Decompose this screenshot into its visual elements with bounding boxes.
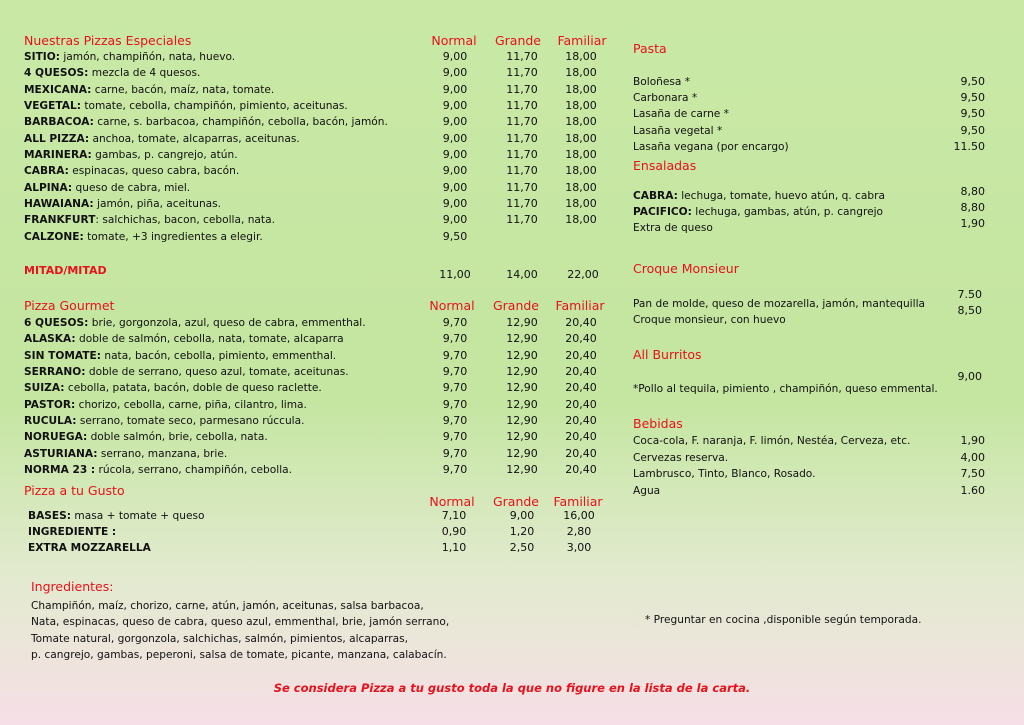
menu-row [633, 106, 985, 122]
menu-item-desc: gambas, p. cangrejo, atún. [91, 149, 238, 162]
menu-item-name: ALL PIZZA: [24, 132, 90, 145]
price-normal: 9,70 [442, 381, 468, 395]
price-grande: 2,50 [509, 541, 535, 555]
menu-item-price: 1.60 [960, 483, 985, 497]
menu-item-text [24, 114, 388, 130]
menu-row [633, 217, 985, 236]
menu-item-text [24, 413, 304, 429]
price-grande: 1,20 [509, 525, 535, 539]
menu-row [24, 212, 624, 228]
menu-item-desc: masa + tomate + queso [71, 510, 205, 522]
price-normal: 1,10 [441, 541, 467, 555]
menu-item-text [24, 229, 263, 245]
menu-item-text [633, 74, 690, 90]
menu-item-text [633, 90, 697, 106]
price-normal: 9,00 [442, 164, 468, 178]
menu-item-text [24, 98, 348, 114]
menu-row [28, 508, 628, 524]
menu-item-name: EXTRA MOZZARELLA [28, 542, 151, 555]
ensaladas-list [633, 185, 985, 237]
price-normal: 9,00 [442, 197, 468, 211]
menu-item-name: SITIO: [24, 51, 60, 63]
menu-item-price: 11.50 [953, 139, 985, 153]
menu-item-text [633, 106, 729, 122]
footer-note: Se considera Pizza a tu gusto toda la que no figure en la lista de la carta. [273, 681, 751, 695]
price-grande: 12,90 [506, 381, 538, 395]
menu-item-name: 4 QUESOS: [24, 67, 89, 80]
croque-price-2: 8,50 [957, 304, 982, 317]
price-familiar: 20,40 [565, 414, 597, 428]
menu-item-text [24, 331, 344, 347]
price-grande: 11,70 [506, 50, 538, 63]
price-normal: 9,70 [442, 365, 468, 379]
menu-item-desc: lechuga, tomate, huevo atún, q. cabra [677, 190, 885, 202]
price-normal: 0,90 [441, 525, 467, 539]
price-grande: 12,90 [506, 332, 538, 346]
gourmet-col-normal: Normal [429, 298, 475, 313]
menu-item-name: Lambrusco, Tinto, Blanco, Rosado. [633, 468, 816, 481]
price-grande: 12,90 [506, 348, 538, 362]
price-familiar: 18,00 [565, 180, 597, 194]
gourmet-list [24, 315, 624, 478]
menu-row [24, 163, 624, 179]
menu-item-name: Carbonara * [633, 92, 698, 105]
price-normal: 9,70 [442, 316, 468, 329]
menu-row [633, 90, 985, 106]
menu-item-name: Coca-cola, F. naranja, F. limón, Nestéa, Cerveza, etc. [633, 435, 911, 447]
price-familiar: 3,00 [566, 541, 592, 555]
ingredientes-title: Ingredientes: [31, 579, 114, 594]
pasta-title: Pasta [633, 41, 667, 56]
price-familiar: 18,00 [565, 66, 597, 80]
menu-item-desc: cebolla, patata, bacón, doble de queso raclette. [64, 382, 322, 395]
menu-row [24, 446, 624, 462]
menu-item-name: Cervezas reserva. [633, 451, 729, 464]
menu-item-price: 8,80 [960, 201, 985, 215]
menu-row [633, 74, 985, 90]
menu-item-text [633, 204, 883, 220]
menu-item-desc: anchoa, tomate, alcaparras, aceitunas. [89, 132, 300, 145]
menu-item-text [24, 49, 235, 65]
menu-item-text [633, 188, 885, 204]
menu-item-price: 9,50 [960, 123, 985, 137]
menu-item-desc: jamón, champiñón, nata, huevo. [59, 51, 236, 63]
menu-row [633, 483, 985, 500]
price-familiar: 18,00 [565, 164, 597, 178]
menu-item-name: HAWAIANA: [24, 198, 94, 211]
price-familiar: 18,00 [565, 82, 597, 96]
menu-row [633, 450, 985, 467]
price-grande: 12,90 [506, 446, 538, 460]
price-familiar: 18,00 [565, 148, 597, 162]
menu-item-text [633, 466, 815, 483]
menu-row [633, 433, 985, 450]
menu-item-name: ASTURIANA: [24, 447, 98, 460]
price-normal: 9,00 [442, 213, 468, 227]
ensaladas-title: Ensaladas [633, 158, 697, 173]
price-familiar: 20,40 [565, 332, 597, 346]
price-grande: 9,00 [509, 509, 535, 522]
ingredientes-line: Champiñón, maíz, chorizo, carne, atún, jamón, aceitunas, salsa barbacoa, [31, 600, 424, 612]
menu-item-desc: Extra de queso [633, 222, 713, 235]
menu-item-price: 4,00 [960, 450, 985, 464]
price-familiar: 2,80 [566, 525, 592, 539]
price-familiar: 20,40 [565, 381, 597, 395]
menu-item-desc: doble salmón, brie, cebolla, nata. [87, 431, 268, 444]
price-grande: 12,90 [506, 414, 538, 428]
croque-price-1: 7.50 [957, 288, 982, 301]
menu-item-text [24, 364, 349, 380]
menu-row [633, 185, 985, 204]
menu-row [24, 196, 624, 212]
menu-row [24, 315, 624, 331]
menu-item-price: 8,80 [960, 185, 985, 198]
menu-item-desc: carne, bacón, maíz, nata, tomate. [91, 83, 275, 96]
price-grande: 11,70 [506, 197, 538, 211]
menu-item-name: VEGETAL: [24, 100, 81, 113]
menu-item-desc: tomate, +3 ingredientes a elegir. [83, 230, 263, 243]
menu-item-desc: carne, s. barbacoa, champiñón, cebolla, bacón, jamón. [93, 116, 388, 129]
menu-item-desc: tomate, cebolla, champiñón, pimiento, aceitunas. [80, 100, 348, 113]
price-normal: 9,00 [442, 66, 468, 80]
price-normal: 9,50 [442, 229, 468, 243]
croque-item: Croque monsieur, con huevo [633, 314, 786, 326]
menu-item-desc: brie, gorgonzola, azul, queso de cabra, emmenthal. [88, 317, 366, 329]
menu-item-name: MEXICANA: [24, 83, 92, 96]
menu-item-text [24, 348, 336, 364]
menu-item-price: 1,90 [960, 434, 985, 447]
menu-item-desc: serrano, tomate seco, parmesano rúccula. [76, 415, 305, 428]
menu-item-name: PACIFICO: [633, 206, 692, 219]
menu-item-text [24, 315, 366, 331]
menu-row [24, 331, 624, 347]
price-normal: 9,00 [442, 99, 468, 113]
price-grande: 11,70 [506, 131, 538, 145]
ingredientes-line: p. cangrejo, gambas, peperoni, salsa de tomate, picante, manzana, calabacín. [31, 648, 447, 661]
menu-item-text [633, 450, 728, 467]
menu-row [24, 180, 624, 196]
price-grande: 12,90 [506, 397, 538, 411]
menu-item-name: CABRA: [633, 190, 678, 202]
gourmet-title: Pizza Gourmet [24, 298, 115, 313]
menu-item-text [633, 220, 713, 236]
menu-item-desc: doble de serrano, queso azul, tomate, aceitunas. [85, 366, 349, 379]
menu-item-text [28, 524, 116, 540]
bebidas-list [633, 433, 985, 499]
menu-item-name: CABRA: [24, 165, 69, 178]
menu-item-desc: queso de cabra, miel. [72, 181, 191, 194]
price-familiar: 18,00 [565, 197, 597, 211]
especiales-list [24, 49, 624, 245]
menu-row [24, 229, 624, 245]
menu-row [24, 82, 624, 98]
menu-item-text [24, 82, 274, 98]
menu-item-name: Boloñesa * [633, 76, 691, 88]
menu-row [24, 131, 624, 147]
menu-item-name: RUCULA: [24, 415, 77, 428]
menu-item-text [28, 508, 205, 524]
menu-item-desc: espinacas, queso cabra, bacón. [68, 165, 240, 178]
burritos-price: 9,00 [957, 370, 982, 383]
menu-row [24, 380, 624, 396]
bebidas-title: Bebidas [633, 416, 683, 431]
mitad-normal: 11,00 [439, 268, 471, 281]
menu-item-text [24, 163, 239, 179]
menu-item-name: CALZONE: [24, 230, 84, 243]
menu-row [24, 397, 624, 413]
pasta-list [633, 74, 985, 155]
price-familiar: 20,40 [565, 463, 597, 477]
menu-item-text [633, 123, 722, 139]
menu-item-name: BARBACOA: [24, 116, 94, 129]
price-familiar: 20,40 [565, 397, 597, 411]
menu-item-name: Lasaña vegana (por encargo) [633, 140, 789, 153]
price-familiar: 18,00 [565, 50, 597, 63]
menu-item-name: INGREDIENTE : [28, 526, 117, 539]
ingredientes-line: Tomate natural, gorgonzola, salchichas, salmón, pimientos, alcaparras, [31, 632, 408, 645]
menu-item-name: ALASKA: [24, 333, 76, 346]
mitad-label: MITAD/MITAD [24, 264, 107, 277]
especiales-col-grande: Grande [494, 33, 542, 48]
menu-item-text [24, 446, 227, 462]
menu-item-text [633, 433, 910, 450]
especiales-col-normal: Normal [431, 33, 477, 48]
menu-row [24, 429, 624, 445]
price-grande: 11,70 [506, 213, 538, 227]
price-normal: 9,00 [442, 148, 468, 162]
gourmet-col-grande: Grande [492, 298, 540, 313]
menu-item-name: Lasaña vegetal * [633, 124, 723, 137]
ingredientes-line: Nata, espinacas, queso de cabra, queso azul, emmenthal, brie, jamón serrano, [31, 616, 450, 629]
burritos-title: All Burritos [633, 347, 702, 362]
price-normal: 7,10 [441, 509, 467, 522]
menu-row [24, 462, 624, 478]
menu-item-name: FRANKFURT [24, 214, 96, 227]
menu-row [633, 201, 985, 220]
menu-item-text [24, 462, 292, 478]
price-familiar: 16,00 [563, 509, 595, 522]
menu-row [24, 65, 624, 81]
menu-item-name: SIN TOMATE: [24, 349, 101, 362]
especiales-col-familiar: Familiar [557, 33, 607, 48]
gourmet-col-familiar: Familiar [555, 298, 605, 313]
menu-item-name: NORUEGA: [24, 431, 88, 444]
price-normal: 9,00 [442, 115, 468, 129]
menu-item-text [28, 540, 151, 556]
price-grande: 11,70 [506, 115, 538, 129]
price-normal: 9,70 [442, 348, 468, 362]
price-familiar: 20,40 [565, 446, 597, 460]
menu-item-price: 1,90 [960, 217, 985, 231]
gusto-list [28, 508, 628, 557]
burritos-desc: *Pollo al tequila, pimiento , champiñón, queso emmental. [633, 383, 938, 395]
menu-item-text [24, 147, 238, 163]
croque-item: Pan de molde, queso de mozarella, jamón, mantequilla [633, 298, 926, 310]
menu-row [633, 123, 985, 139]
especiales-title: Nuestras Pizzas Especiales [24, 33, 192, 48]
mitad-grande: 14,00 [506, 268, 538, 281]
menu-item-desc: : salchichas, bacon, cebolla, nata. [95, 214, 275, 227]
menu-item-name: PASTOR: [24, 398, 76, 411]
menu-item-text [24, 429, 268, 445]
gusto-col-familiar: Familiar [553, 494, 603, 509]
price-grande: 11,70 [506, 82, 538, 96]
gusto-title: Pizza a tu Gusto [24, 483, 125, 498]
menu-row [633, 139, 985, 155]
menu-row [633, 466, 985, 483]
menu-row [24, 49, 624, 65]
gusto-col-normal: Normal [429, 494, 475, 509]
price-normal: 9,70 [442, 446, 468, 460]
menu-row [24, 114, 624, 130]
nota-temporada: * Preguntar en cocina ,disponible según temporada. [645, 614, 922, 626]
menu-row [28, 524, 628, 540]
menu-item-desc: nata, bacón, cebolla, pimiento, emmenthal. [100, 349, 337, 362]
gusto-col-grande: Grande [492, 494, 540, 509]
menu-item-price: 9,50 [960, 91, 985, 105]
price-familiar: 20,40 [565, 348, 597, 362]
menu-item-desc: mezcla de 4 quesos. [88, 67, 201, 80]
price-normal: 9,00 [442, 180, 468, 194]
price-grande: 12,90 [506, 463, 538, 477]
mitad-familiar: 22,00 [567, 268, 599, 281]
menu-item-name: SUIZA: [24, 382, 65, 395]
price-familiar: 20,40 [565, 430, 597, 444]
menu-row [24, 98, 624, 114]
menu-item-desc: serrano, manzana, brie. [97, 447, 228, 460]
menu-item-desc: lechuga, gambas, atún, p. cangrejo [691, 206, 884, 219]
menu-item-name: NORMA 23 : [24, 464, 96, 477]
menu-item-text [24, 397, 307, 413]
price-familiar: 18,00 [565, 115, 597, 129]
croque-title: Croque Monsieur [633, 261, 739, 276]
price-normal: 9,70 [442, 332, 468, 346]
menu-item-text [24, 180, 190, 196]
menu-item-text [24, 196, 221, 212]
price-normal: 9,70 [442, 463, 468, 477]
menu-item-name: 6 QUESOS: [24, 317, 89, 329]
price-familiar: 18,00 [565, 213, 597, 227]
price-grande: 12,90 [506, 430, 538, 444]
menu-item-name: SERRANO: [24, 366, 86, 379]
menu-item-name: Agua [633, 484, 661, 497]
menu-item-text [24, 212, 275, 228]
menu-item-text [24, 131, 300, 147]
menu-row [28, 540, 628, 556]
menu-item-text [24, 380, 322, 396]
menu-item-price: 7,50 [960, 467, 985, 481]
menu-item-desc: chorizo, cebolla, carne, piña, cilantro, lima. [75, 398, 307, 411]
menu-item-name: MARINERA: [24, 149, 92, 162]
menu-item-name: ALPINA: [24, 181, 73, 194]
price-familiar: 18,00 [565, 131, 597, 145]
menu-item-price: 9,50 [960, 75, 985, 88]
price-normal: 9,00 [442, 82, 468, 96]
price-grande: 11,70 [506, 148, 538, 162]
price-familiar: 20,40 [565, 365, 597, 379]
price-grande: 11,70 [506, 99, 538, 113]
price-grande: 12,90 [506, 316, 538, 329]
ingredientes-list [31, 598, 449, 663]
menu-item-desc: doble de salmón, cebolla, nata, tomate, alcaparra [75, 333, 344, 346]
menu-item-text [633, 139, 789, 155]
price-normal: 9,70 [442, 430, 468, 444]
menu-row [24, 364, 624, 380]
price-familiar: 18,00 [565, 99, 597, 113]
price-normal: 9,00 [442, 50, 468, 63]
menu-item-name: Lasaña de carne * [633, 108, 729, 121]
price-familiar: 20,40 [565, 316, 597, 329]
menu-row [24, 413, 624, 429]
price-grande: 11,70 [506, 180, 538, 194]
price-grande: 11,70 [506, 164, 538, 178]
price-normal: 9,70 [442, 414, 468, 428]
price-normal: 9,70 [442, 397, 468, 411]
menu-item-desc: rúcola, serrano, champiñón, cebolla. [95, 464, 292, 477]
menu-item-desc: jamón, piña, aceitunas. [93, 198, 222, 211]
menu-row [24, 348, 624, 364]
menu-item-name: BASES: [28, 510, 72, 522]
price-grande: 11,70 [506, 66, 538, 80]
menu-row [24, 147, 624, 163]
menu-item-price: 9,50 [960, 107, 985, 121]
menu-item-text [633, 483, 660, 500]
menu-item-text [24, 65, 200, 81]
price-normal: 9,00 [442, 131, 468, 145]
price-grande: 12,90 [506, 365, 538, 379]
